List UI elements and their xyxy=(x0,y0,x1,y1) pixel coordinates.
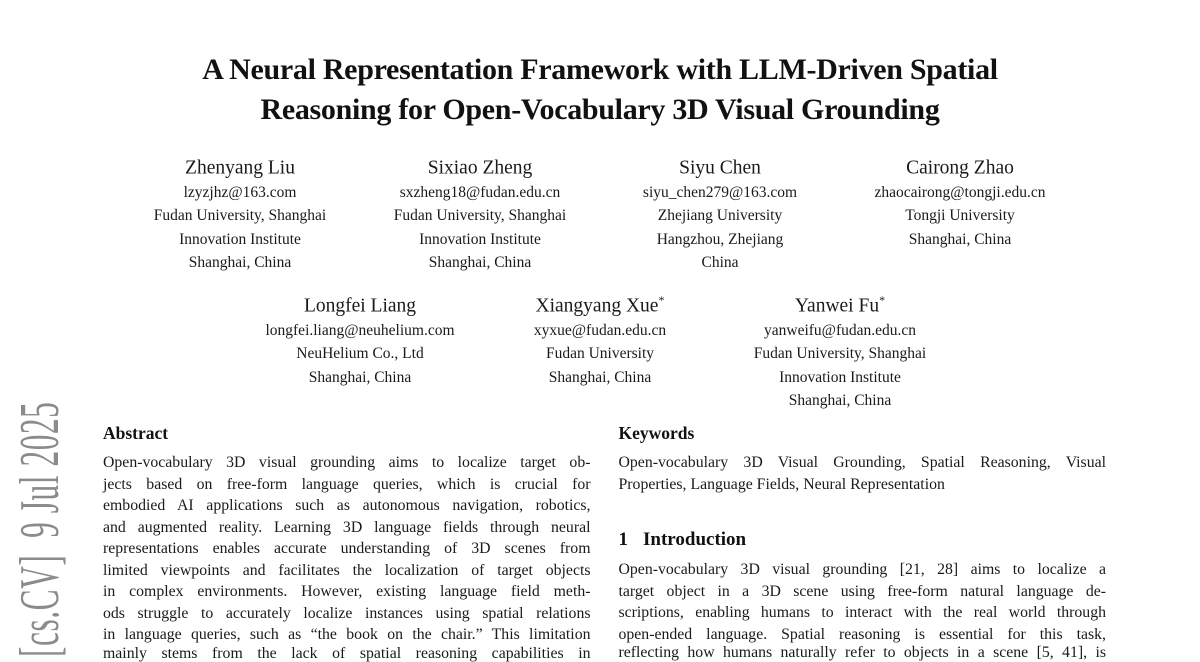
abstract-heading: Abstract xyxy=(103,423,169,443)
author-name: Siyu Chen xyxy=(679,157,761,179)
arxiv-stamp: [cs.CV] 9 Jul 2025 xyxy=(9,401,71,657)
abstract-text: Open-vocabulary 3D visual grounding aims to localize target ob- jects based on free-form language queries, which is crucial for embodied AI applications such as autonomous navigation, robotics, and augmented reality. Learning 3D language fields through neural representations enables accurate understanding of 3D scenes from limited viewpoints and facilitates the localization of target objects in complex environments. However, existing language field meth- ods struggle to accurately localize instances using spatial relations in language queries, such as “the book on the chair.” This limitation xyxy=(103,454,591,643)
author-name: Cairong Zhao xyxy=(906,157,1014,179)
author-block-sixiao-zheng xyxy=(360,150,600,275)
paper-title xyxy=(0,50,1200,130)
left-column xyxy=(103,422,591,662)
author-name: Xiangyang Xue* xyxy=(535,293,665,317)
author-note-asterisk: * xyxy=(879,293,886,307)
author-block-xiangyang-xue xyxy=(480,288,720,413)
author-details: longfei.liang@neuhelium.com NeuHelium Co., Ltd Shanghai, China xyxy=(265,321,455,386)
introduction-clipped-line: reflecting how humans naturally refer to objects in a scene [5, 41], is xyxy=(618,644,1106,661)
author-details: sxzheng18@fudan.edu.cn Fudan University, Shanghai Innovation Institute Shanghai, China xyxy=(393,183,567,271)
authors-row-2 xyxy=(240,288,960,413)
author-note-asterisk: * xyxy=(658,293,665,307)
author-name: Yanwei Fu* xyxy=(794,293,886,317)
author-details: xyxue@fudan.edu.cn Fudan University Shanghai, China xyxy=(533,321,667,386)
author-name: Longfei Liang xyxy=(303,295,417,317)
author-name: Sixiao Zheng xyxy=(427,157,533,179)
author-name: Zhenyang Liu xyxy=(185,157,295,179)
keywords-heading: Keywords xyxy=(618,423,695,443)
author-block-cairong-zhao xyxy=(840,150,1080,275)
title-line-2: Reasoning for Open-Vocabulary 3D Visual Grounding xyxy=(260,93,940,126)
author-details: yanweifu@fudan.edu.cn Fudan University, Shanghai Innovation Institute Shanghai, China xyxy=(753,321,927,409)
title-line-1: A Neural Representation Framework with LLM-Driven Spatial xyxy=(202,53,998,86)
author-details: siyu_chen279@163.com Zhejiang University Hangzhou, Zhejiang China xyxy=(642,183,798,271)
introduction-text: Open-vocabulary 3D visual grounding [21, 28] aims to localize a target object in a 3D scene using free-form natural language de- scriptions, enabling humans to interact with the real world through open-ended language. Spatial reasoning is essential for this task, xyxy=(618,561,1106,643)
keywords-text: Open-vocabulary 3D Visual Grounding, Spatial Reasoning, Visual Properties, Language Fields, Neural Representation xyxy=(618,454,1106,493)
right-column xyxy=(618,422,1107,661)
author-block-yanwei-fu xyxy=(720,288,960,413)
two-column-body xyxy=(103,422,1106,662)
author-block-longfei-liang xyxy=(240,288,480,413)
introduction-heading xyxy=(619,528,1107,552)
section-number: 1 xyxy=(618,529,628,550)
abstract-clipped-line: mainly stems from the lack of spatial reasoning capabilities in xyxy=(103,644,591,662)
author-details: zhaocairong@tongji.edu.cn Tongji University Shanghai, China xyxy=(874,183,1046,248)
author-block-siyu-chen xyxy=(600,150,840,275)
author-details: lzyzjhz@163.com Fudan University, Shanghai Innovation Institute Shanghai, China xyxy=(153,183,327,271)
authors-row-1 xyxy=(120,150,1080,275)
author-block-zhenyang-liu xyxy=(120,150,360,275)
section-title: Introduction xyxy=(643,529,747,550)
